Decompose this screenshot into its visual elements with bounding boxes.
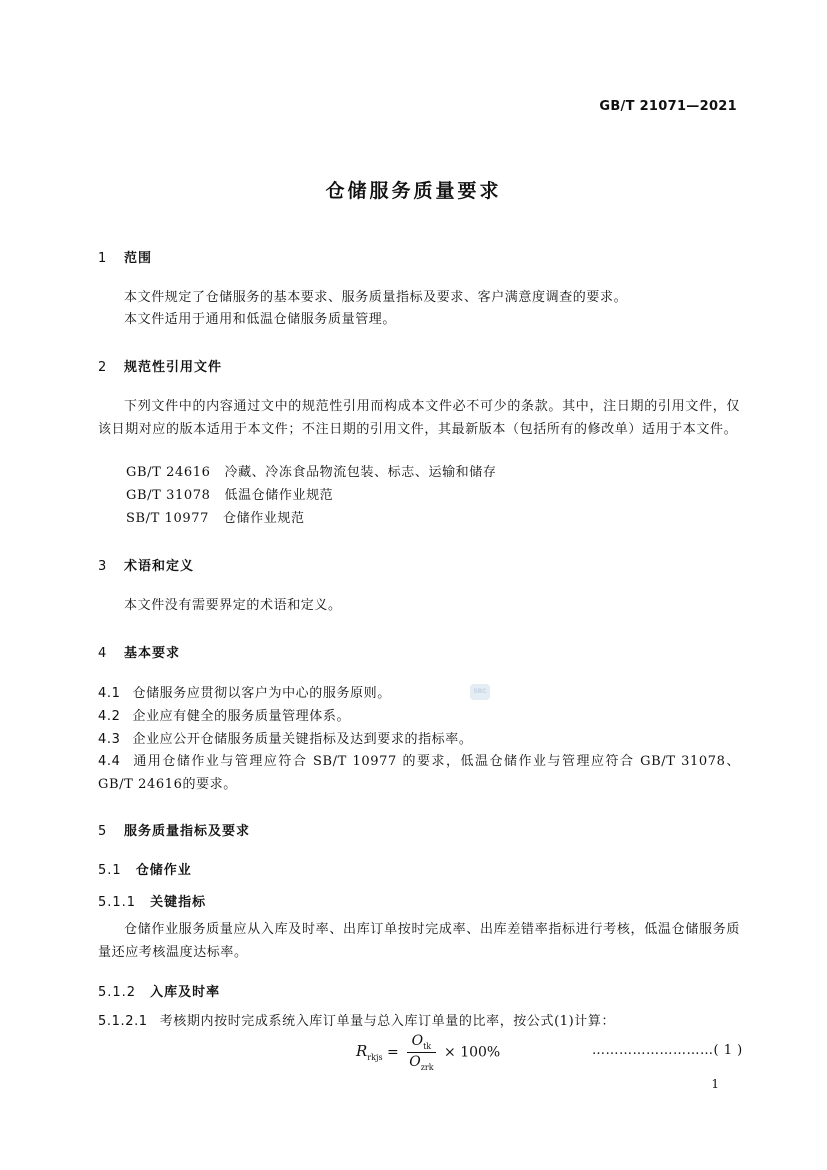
formula-fraction	[407, 1033, 435, 1072]
section-number: 4	[98, 646, 108, 661]
section-title: 术语和定义	[124, 559, 195, 574]
standard-number: GB/T 21071—2021	[599, 99, 737, 114]
reference-item	[126, 463, 497, 483]
section-title: 基本要求	[124, 646, 181, 661]
reference-item	[126, 486, 333, 506]
section-title: 规范性引用文件	[124, 360, 223, 375]
section-1-paragraph-1: 本文件规定了仓储服务的基本要求、服务质量指标及要求、客户满意度调查的要求。	[124, 290, 628, 305]
reference-code: GB/T 31078	[126, 488, 211, 503]
subsection-title: 仓储作业	[135, 863, 192, 878]
reference-code: GB/T 24616	[126, 465, 211, 480]
item-text: 企业应公开仓储服务质量关键指标及达到要求的指标率。	[132, 732, 473, 747]
subsection-number: 5.1.2	[98, 985, 137, 1000]
reference-title: 仓储作业规范	[223, 511, 305, 526]
subsection-5-1-1-paragraph: 仓储作业服务质量应从入库及时率、出库订单按时完成率、出库差错率指标进行考核，低温仓储服务质量还应考核温度达标率。	[98, 922, 740, 960]
watermark-logo: SRC	[470, 684, 490, 700]
subsection-5-1-2-heading	[98, 981, 220, 1000]
requirement-item	[98, 684, 391, 704]
reference-title: 冷藏、冷冻食品物流包装、标志、运输和储存	[224, 465, 497, 480]
reference-title: 低温仓储作业规范	[224, 488, 334, 503]
reference-item	[126, 509, 305, 529]
requirement-item	[98, 751, 740, 796]
subsection-title: 关键指标	[150, 895, 207, 910]
section-5-heading	[98, 820, 250, 839]
requirement-item	[98, 707, 350, 727]
clause-number: 5.1.2.1	[98, 1014, 148, 1029]
clause-5-1-2-1	[98, 1012, 615, 1032]
formula-equals: =	[387, 1044, 399, 1061]
item-text: 企业应有健全的服务质量管理体系。	[132, 709, 351, 724]
item-text: 通用仓储作业与管理应符合 SB/T 10977 的要求，低温仓储作业与管理应符合 GB/T 31078、GB/T 24616的要求。	[98, 754, 740, 792]
section-1-heading	[98, 247, 152, 266]
item-number: 4.1	[98, 686, 121, 701]
section-number: 5	[98, 824, 108, 839]
requirement-item	[98, 730, 473, 750]
formula-denominator: $O_{zrk}$	[409, 1053, 434, 1072]
formula-lhs: $R_{rkjs}$	[356, 1042, 383, 1063]
section-4-heading	[98, 642, 180, 661]
equation-label: ( 1 )	[713, 1043, 743, 1058]
subsection-title: 入库及时率	[150, 985, 221, 1000]
subsection-number: 5.1.1	[98, 895, 137, 910]
item-text: 仓储服务应贯彻以客户为中心的服务原则。	[132, 686, 391, 701]
section-3-paragraph: 本文件没有需要界定的术语和定义。	[124, 598, 342, 613]
section-2-heading	[98, 356, 222, 375]
section-number: 2	[98, 360, 108, 375]
equation-number	[592, 1043, 743, 1058]
item-number: 4.3	[98, 732, 121, 747]
reference-code: SB/T 10977	[126, 511, 209, 526]
formula-multiplier: × 100%	[444, 1044, 501, 1061]
section-1-paragraph-2: 本文件适用于通用和低温仓储服务质量管理。	[124, 312, 397, 327]
leader-dots: ………………………	[592, 1043, 714, 1058]
item-number: 4.2	[98, 709, 121, 724]
section-number: 3	[98, 559, 108, 574]
section-title: 范围	[124, 251, 153, 266]
page-number: 1	[711, 1077, 719, 1091]
document-title: 仓储服务质量要求	[325, 180, 502, 202]
subsection-5-1-heading	[98, 859, 192, 878]
clause-text: 考核期内按时完成系统入库订单量与总入库订单量的比率，按公式(1)计算：	[159, 1014, 616, 1029]
subsection-number: 5.1	[98, 863, 122, 878]
formula-numerator: $O_{tk}$	[411, 1033, 432, 1051]
subsection-5-1-1-heading	[98, 891, 206, 910]
section-2-paragraph: 下列文件中的内容通过文中的规范性引用而构成本文件必不可少的条款。其中，注日期的引用文件，仅该日期对应的版本适用于本文件；不注日期的引用文件，其最新版本（包括所有的修改单）适用于本文件。	[98, 399, 740, 437]
formula-1	[356, 1033, 500, 1073]
section-number: 1	[98, 251, 108, 266]
section-3-heading	[98, 555, 194, 574]
item-number: 4.4	[98, 754, 121, 769]
section-title: 服务质量指标及要求	[124, 824, 251, 839]
fraction-bar	[407, 1052, 435, 1053]
